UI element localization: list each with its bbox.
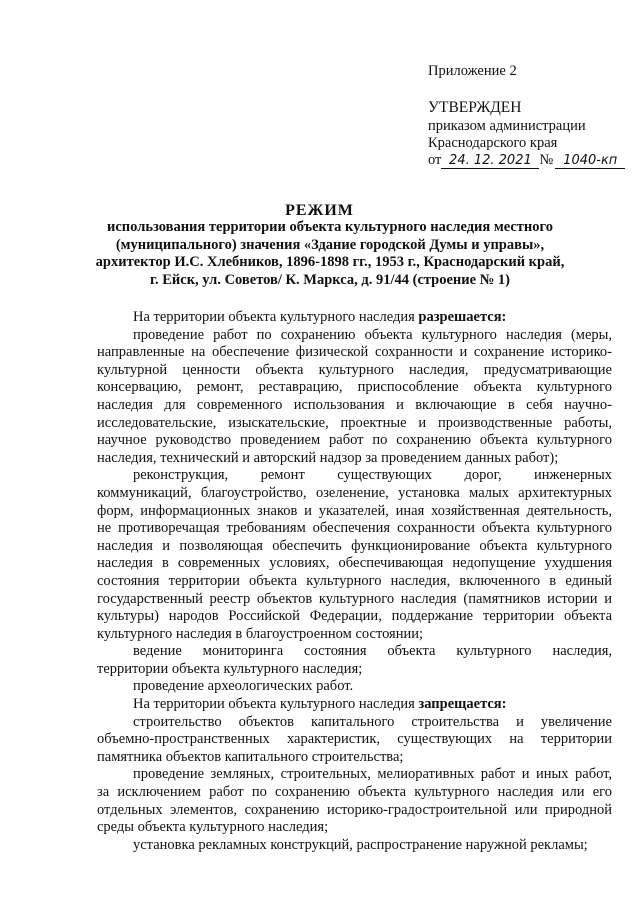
allowed-intro: На территории объекта культурного наследия xyxy=(133,309,415,325)
body-line: территории объекта культурного наследия; xyxy=(97,660,363,677)
body-line: культуры) народов Российской Федерации, поддержание территории объекта xyxy=(97,608,612,625)
handwritten-order-number: 1040-кп xyxy=(555,154,625,169)
body-line: государственный реестр объектов культурного наследия (памятников истории и xyxy=(97,590,612,607)
body-line: культурного наследия в благоустроенном состоянии; xyxy=(97,625,424,642)
body-line: проведение работ по сохранению объекта культурного наследия (меры, xyxy=(133,326,612,343)
body-line: среды объекта культурного наследия; xyxy=(97,819,329,836)
body-line: наследия и позволяющая обеспечить функционирование объекта культурного xyxy=(97,537,612,554)
body-line: научное руководство проведением работ по сохранению объекта культурного xyxy=(97,432,612,449)
body-line: ведение мониторинга состояния объекта культурного наследия, xyxy=(133,643,612,660)
from-label: от xyxy=(428,152,442,168)
body-line: памятника объектов капитального строительства; xyxy=(97,748,404,765)
body-line: коммуникаций, благоустройство, озеленение, установка малых архитектурных xyxy=(97,484,612,501)
body-line: объемно-пространственных характеристик, существующих на территории xyxy=(97,731,612,748)
body-line: строительство объектов капитального строительства и увеличение xyxy=(133,713,612,730)
body-line: наследия для современного использования и включающие в себя научно- xyxy=(97,396,612,413)
handwritten-date: 24. 12. 2021 xyxy=(441,154,539,169)
forbidden-heading xyxy=(97,696,612,714)
body-line: консервацию, ремонт, реставрацию, приспособление объекта культурного xyxy=(97,379,612,396)
body-line: наследия в современных условиях, обеспечивающая недопущение ухудшения xyxy=(97,555,612,572)
body-line: направленные на обеспечение физической сохранности и сохранение историко- xyxy=(97,344,612,361)
approved-label: УТВЕРЖДЕН xyxy=(428,99,522,116)
body-line: культурной ценности объекта культурного наследия, предусматривающие xyxy=(97,361,612,378)
document-body xyxy=(97,309,612,854)
body-line: проведение земляных, строительных, мелиоративных работ и иных работ, xyxy=(133,766,612,783)
body-line: проведение археологических работ. xyxy=(133,678,354,695)
body-line: не противоречащая требованиям обеспечения сохранности объекта культурного xyxy=(97,520,612,537)
body-line: состояния территории объекта культурного наследия, включенного в единый xyxy=(97,572,612,589)
body-line: отдельных элементов, сохранению историко-градостроительной или природной xyxy=(97,801,612,818)
subtitle-line: (муниципального) значения «Здание городской Думы и управы», xyxy=(115,236,545,253)
appendix-label: Приложение 2 xyxy=(428,63,517,79)
approved-by-line-2: Краснодарского края xyxy=(428,135,558,151)
document-title: РЕЖИМ xyxy=(285,202,354,219)
body-line: исследовательские, изыскательские, проектные и производственные работы, xyxy=(97,414,612,431)
forbidden-word: запрещается: xyxy=(418,696,507,713)
body-line: наследия, технический и авторский надзор за проведением данных работ); xyxy=(97,449,559,466)
subtitle-line: использования территории объекта культурного наследия местного xyxy=(106,219,554,235)
allowed-heading xyxy=(97,309,612,327)
order-date-number-line xyxy=(428,151,625,169)
number-label: № xyxy=(539,152,554,168)
forbidden-intro: На территории объекта культурного наследия xyxy=(133,696,415,713)
allowed-word: разрешается: xyxy=(418,309,507,325)
subtitle-line: архитектор И.С. Хлебников, 1896-1898 гг., 1953 г., Краснодарский край, xyxy=(95,254,565,270)
subtitle-line: г. Ейск, ул. Советов/ К. Маркса, д. 91/44 (строение № 1) xyxy=(150,271,510,288)
body-line: установка рекламных конструкций, распространение наружной рекламы; xyxy=(133,836,588,853)
approved-by-line-1: приказом администрации xyxy=(428,118,586,134)
document-subtitle xyxy=(60,219,600,289)
body-line: форм, информационных знаков и указателей, иная хозяйственная деятельность, xyxy=(97,502,612,519)
body-line: за исключением работ по сохранению объекта культурного наследия или его xyxy=(97,784,612,801)
body-line: реконструкция, ремонт существующих дорог, инженерных xyxy=(133,467,612,484)
